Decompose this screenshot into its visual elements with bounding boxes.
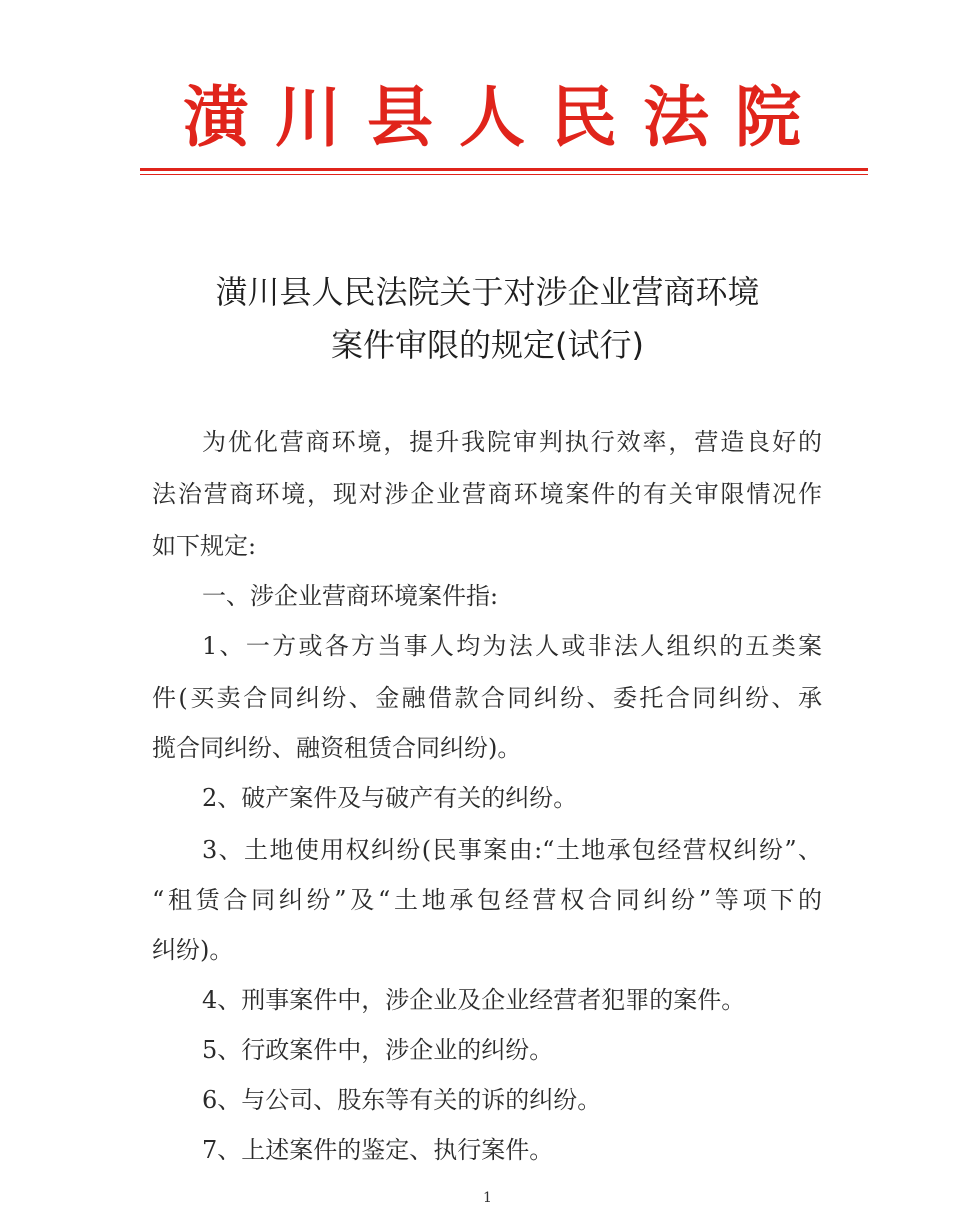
document-title-line-1: 潢川县人民法院关于对涉企业营商环境 (215, 273, 760, 311)
letterhead-rule-thin (140, 174, 868, 175)
item-1-line-3: 揽合同纠纷、融资租赁合同纠纷)。 (152, 734, 522, 762)
item-2: 2、破产案件及与破产有关的纠纷。 (202, 784, 578, 812)
document-title-line-2: 案件审限的规定(试行) (331, 326, 644, 364)
item-5: 5、行政案件中，涉企业的纠纷。 (202, 1036, 554, 1064)
letterhead-rule-thick (140, 168, 868, 171)
intro-line-3: 如下规定: (152, 532, 257, 560)
item-3-line-3: 纠纷)。 (152, 936, 234, 964)
court-letterhead-title: 潢川县人民法院 (183, 79, 827, 156)
item-6: 6、与公司、股东等有关的诉的纠纷。 (202, 1086, 602, 1114)
section-one-heading: 一、涉企业营商环境案件指: (202, 582, 499, 610)
item-3-line-2: “租赁合同纠纷”及“土地承包经营权合同纠纷”等项下的 (152, 886, 822, 914)
item-1-line-1: 1、一方或各方当事人均为法人或非法人组织的五类案 (202, 632, 822, 660)
intro-line-1: 为优化营商环境，提升我院审判执行效率，营造良好的 (202, 428, 822, 456)
item-1-line-2: 件(买卖合同纠纷、金融借款合同纠纷、委托合同纠纷、承 (152, 684, 822, 712)
item-4: 4、刑事案件中，涉企业及企业经营者犯罪的案件。 (202, 986, 746, 1014)
item-7: 7、上述案件的鉴定、执行案件。 (202, 1136, 554, 1164)
intro-line-2: 法治营商环境，现对涉企业营商环境案件的有关审限情况作 (152, 480, 822, 508)
page-number: 1 (483, 1190, 492, 1206)
item-3-line-1: 3、土地使用权纠纷(民事案由:“土地承包经营权纠纷”、 (202, 836, 822, 864)
